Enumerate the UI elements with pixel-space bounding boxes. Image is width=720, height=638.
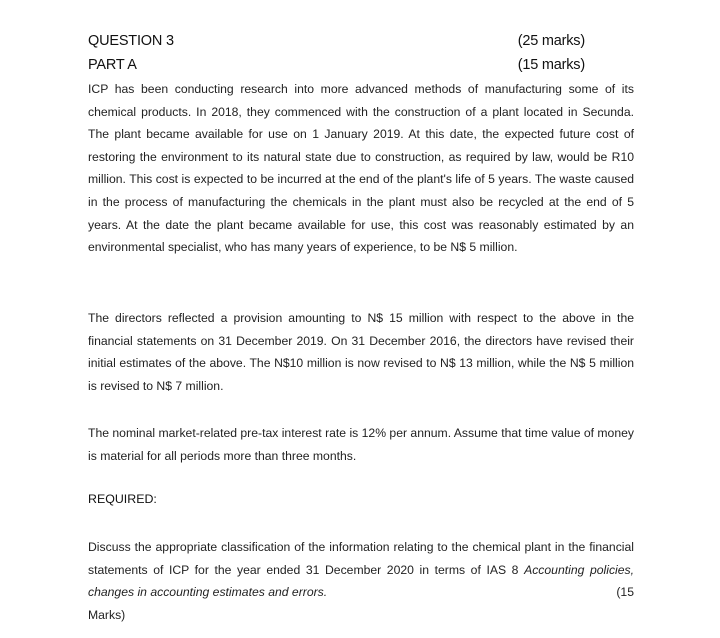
part-marks: (15 marks) [517, 57, 585, 73]
required-text-italic: Accounting policies, changes in accounting estimates and errors. [88, 562, 635, 600]
required-text [88, 536, 634, 626]
required-marks-close: Marks) [88, 607, 126, 622]
question-total-marks: (25 marks) [517, 33, 585, 49]
required-heading: REQUIRED: [88, 492, 157, 506]
scenario-paragraph-2: The directors reflected a provision amounting to N$ 15 million with respect to the above in the financial statements on 31 December 2019. On 31 December 2016, the directors have revised their initial estimates of the above. The N$10 million is now revised to N$ 13 million, while the N$ 5 million is revised to N$ 7 million. [88, 311, 634, 393]
scenario-paragraph-1: ICP has been conducting research into more advanced methods of manufacturing some of its chemical products. In 2018, they commenced with the construction of a plant located in Secunda. The plant became available for use on 1 January 2019. At this date, the expected future cost of restoring the environment to its natural state due to construction, as required by law, would be R10 million. This cost is expected to be incurred at the end of the plant's life of 5 years. The waste caused in the process of manufacturing the chemicals in the plant must also be recycled at the end of 5 years. At the date the plant became available for use, this cost was reasonably estimated by an environmental specialist, who has many years of experience, to be N$ 5 million. [88, 82, 634, 255]
part-header [88, 57, 585, 73]
scenario-paragraph-3: The nominal market-related pre-tax interest rate is 12% per annum. Assume that time value of money is material for all periods more than three months. [88, 426, 634, 463]
question-header [88, 33, 585, 49]
question-title: QUESTION 3 [88, 33, 174, 49]
part-title: PART A [88, 57, 137, 73]
required-marks-open: (15 [616, 585, 634, 600]
required-text-lead: Discuss the appropriate classification of the information relating to the chemical plant in the financial statements of ICP for the year ended 31 December 2020 in terms of IAS 8 [88, 540, 634, 577]
